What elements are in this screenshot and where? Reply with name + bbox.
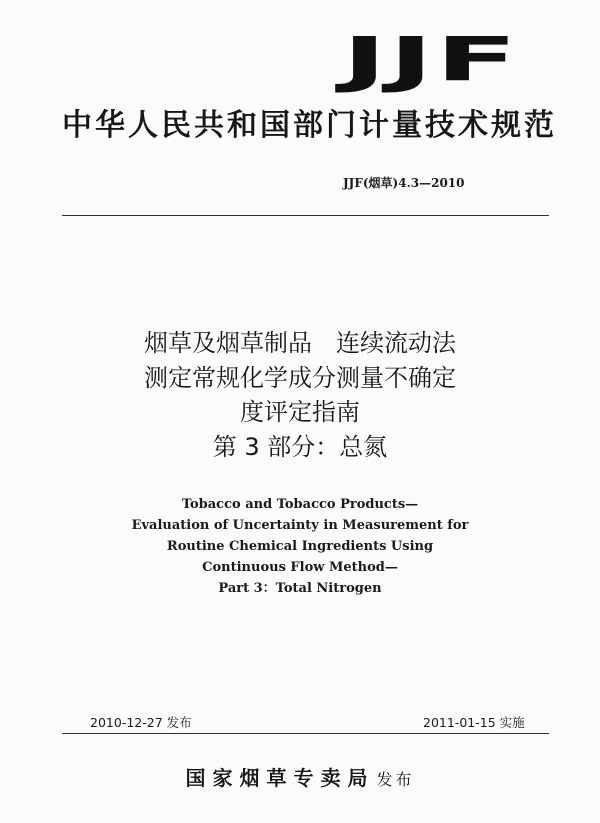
standard-code: JJF(烟草)4.3—2010 (343, 176, 465, 190)
chinese-title-line-3: 度评定指南 (240, 398, 360, 426)
publisher-name: 国家烟草专卖局 (185, 766, 375, 790)
publisher-line (0, 762, 600, 791)
english-title-line-3: Routine Chemical Ingredients Using (166, 539, 434, 554)
effective-date: 2011-01-15 实施 (423, 715, 525, 730)
chinese-title-line-1: 烟草及烟草制品 连续流动法 (144, 329, 456, 357)
bottom-divider (62, 733, 549, 734)
top-divider (62, 215, 549, 216)
english-title-line-2: Evaluation of Uncertainty in Measurement for (131, 518, 469, 533)
issue-date: 2010-12-27 发布 (90, 715, 192, 730)
english-title (0, 494, 600, 599)
jjf-logo: JJF (342, 25, 520, 96)
english-title-line-5: Part 3：Total Nitrogen (218, 581, 382, 596)
chinese-title-line-2: 测定常规化学成分测量不确定 (144, 363, 456, 392)
chinese-title (0, 326, 600, 464)
regulator-title: 中华人民共和国部门计量技术规范 (62, 108, 557, 143)
publisher-action: 发布 (376, 770, 415, 789)
english-title-line-4: Continuous Flow Method— (202, 560, 398, 575)
chinese-title-line-4: 第 3 部分：总氮 (212, 432, 388, 461)
english-title-line-1: Tobacco and Tobacco Products— (181, 497, 419, 512)
